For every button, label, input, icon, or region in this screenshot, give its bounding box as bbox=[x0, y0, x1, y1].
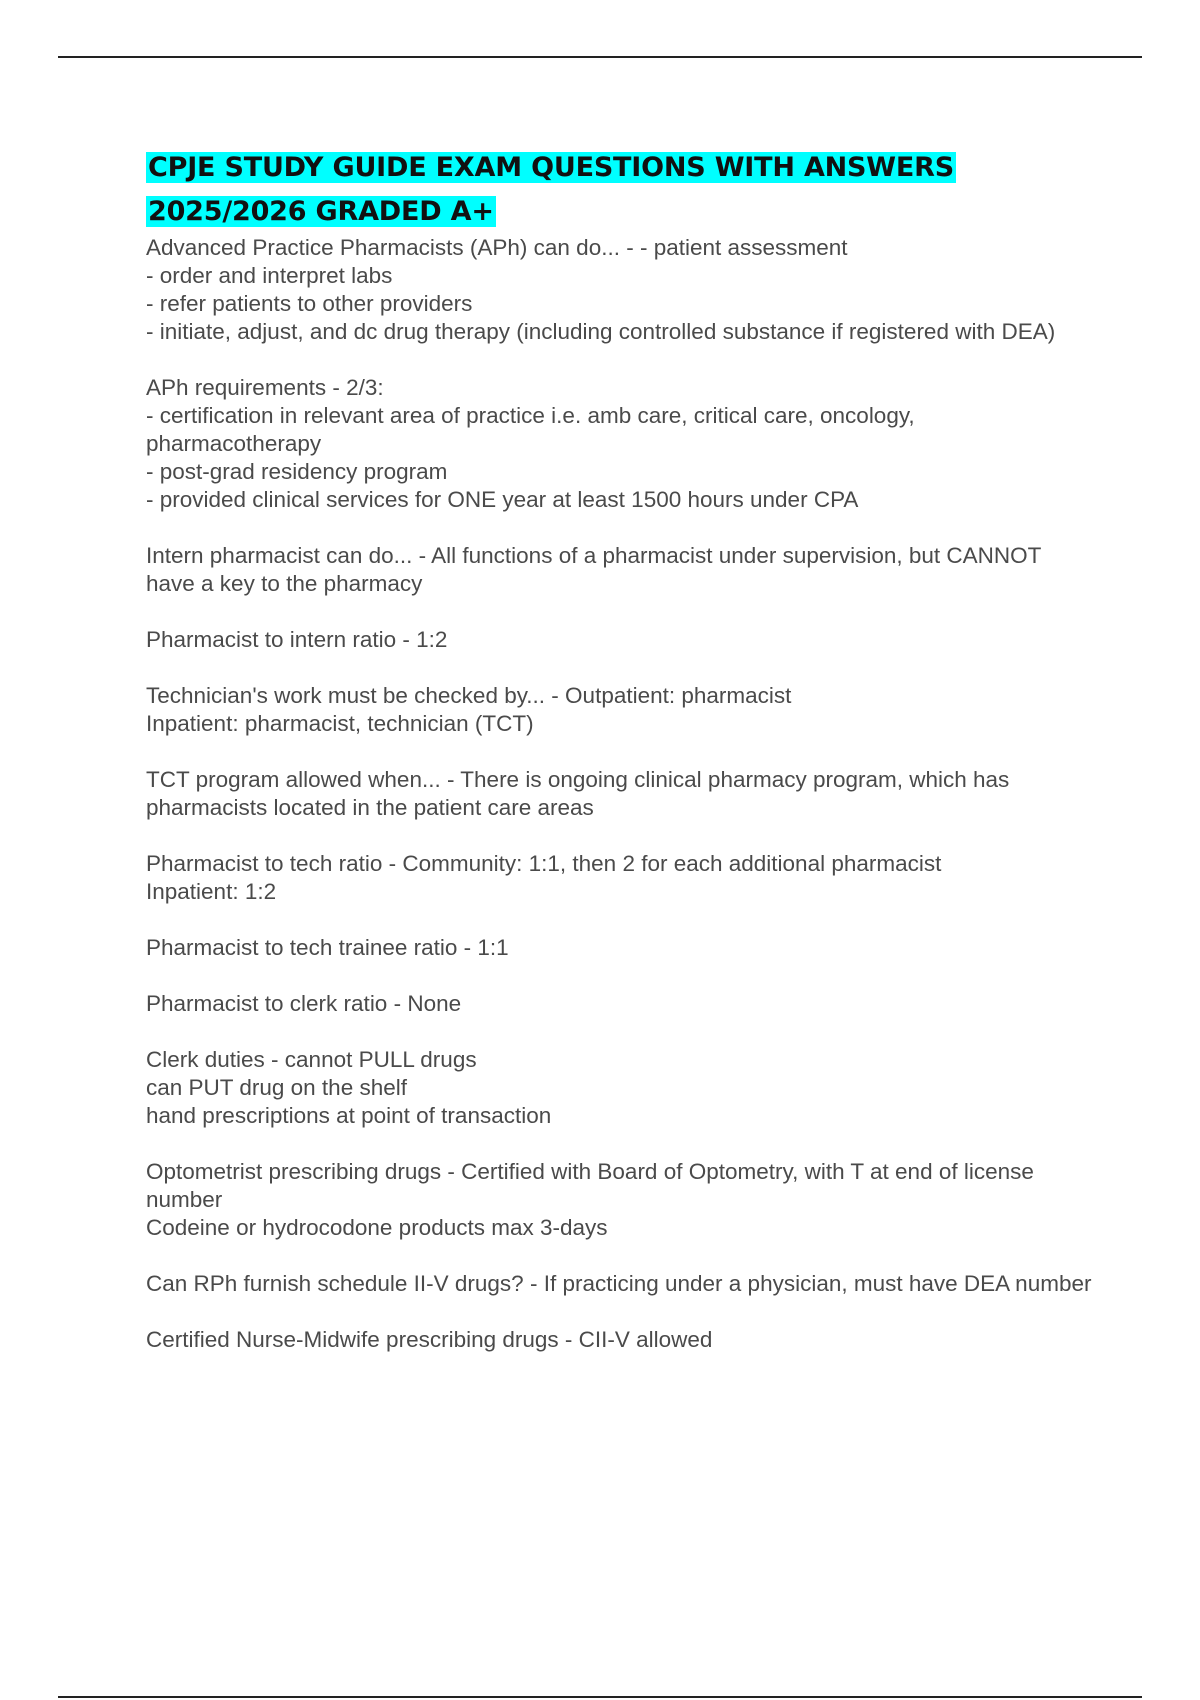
page-content bbox=[146, 146, 1096, 1382]
qa-entry: Technician's work must be checked by... - Outpatient: pharmacist Inpatient: pharmacist, technician (TCT) bbox=[146, 683, 792, 736]
qa-entry: Pharmacist to tech trainee ratio - 1:1 bbox=[146, 935, 509, 960]
title-line-2: 2025/2026 GRADED A+ bbox=[148, 196, 494, 227]
qa-entry: Pharmacist to clerk ratio - None bbox=[146, 991, 462, 1016]
bottom-rule bbox=[58, 1696, 1142, 1698]
qa-entry: Pharmacist to tech ratio - Community: 1:1, then 2 for each additional pharmacist Inpatient: 1:2 bbox=[146, 851, 942, 904]
qa-entry: Advanced Practice Pharmacists (APh) can do... - - patient assessment - order and interpret labs - refer patients to other providers - initiate, adjust, and dc drug therapy (including controlled substance if registered with DEA) bbox=[146, 235, 1056, 344]
top-rule bbox=[58, 56, 1142, 58]
qa-entry: Optometrist prescribing drugs - Certified with Board of Optometry, with T at end of license number Codeine or hydrocodone products max 3-days bbox=[146, 1159, 1034, 1240]
title-line-1: CPJE STUDY GUIDE EXAM QUESTIONS WITH ANSWERS bbox=[148, 152, 954, 183]
qa-list bbox=[146, 234, 1096, 1354]
qa-entry: Can RPh furnish schedule II-V drugs? - If practicing under a physician, must have DEA number bbox=[146, 1271, 1092, 1296]
document-title bbox=[146, 146, 1096, 234]
qa-entry: APh requirements - 2/3: - certification in relevant area of practice i.e. amb care, critical care, oncology, pharmacotherapy - post-grad residency program - provided clinical services for ONE year at least 1500 hours under CPA bbox=[146, 375, 915, 512]
qa-entry: Certified Nurse-Midwife prescribing drugs - CII-V allowed bbox=[146, 1327, 713, 1352]
qa-entry: Intern pharmacist can do... - All functions of a pharmacist under supervision, but CANNOT have a key to the pharmacy bbox=[146, 543, 1042, 596]
qa-entry: Pharmacist to intern ratio - 1:2 bbox=[146, 627, 448, 652]
qa-entry: Clerk duties - cannot PULL drugs can PUT drug on the shelf hand prescriptions at point of transaction bbox=[146, 1047, 552, 1128]
qa-entry: TCT program allowed when... - There is ongoing clinical pharmacy program, which has pharmacists located in the patient care areas bbox=[146, 767, 1010, 820]
